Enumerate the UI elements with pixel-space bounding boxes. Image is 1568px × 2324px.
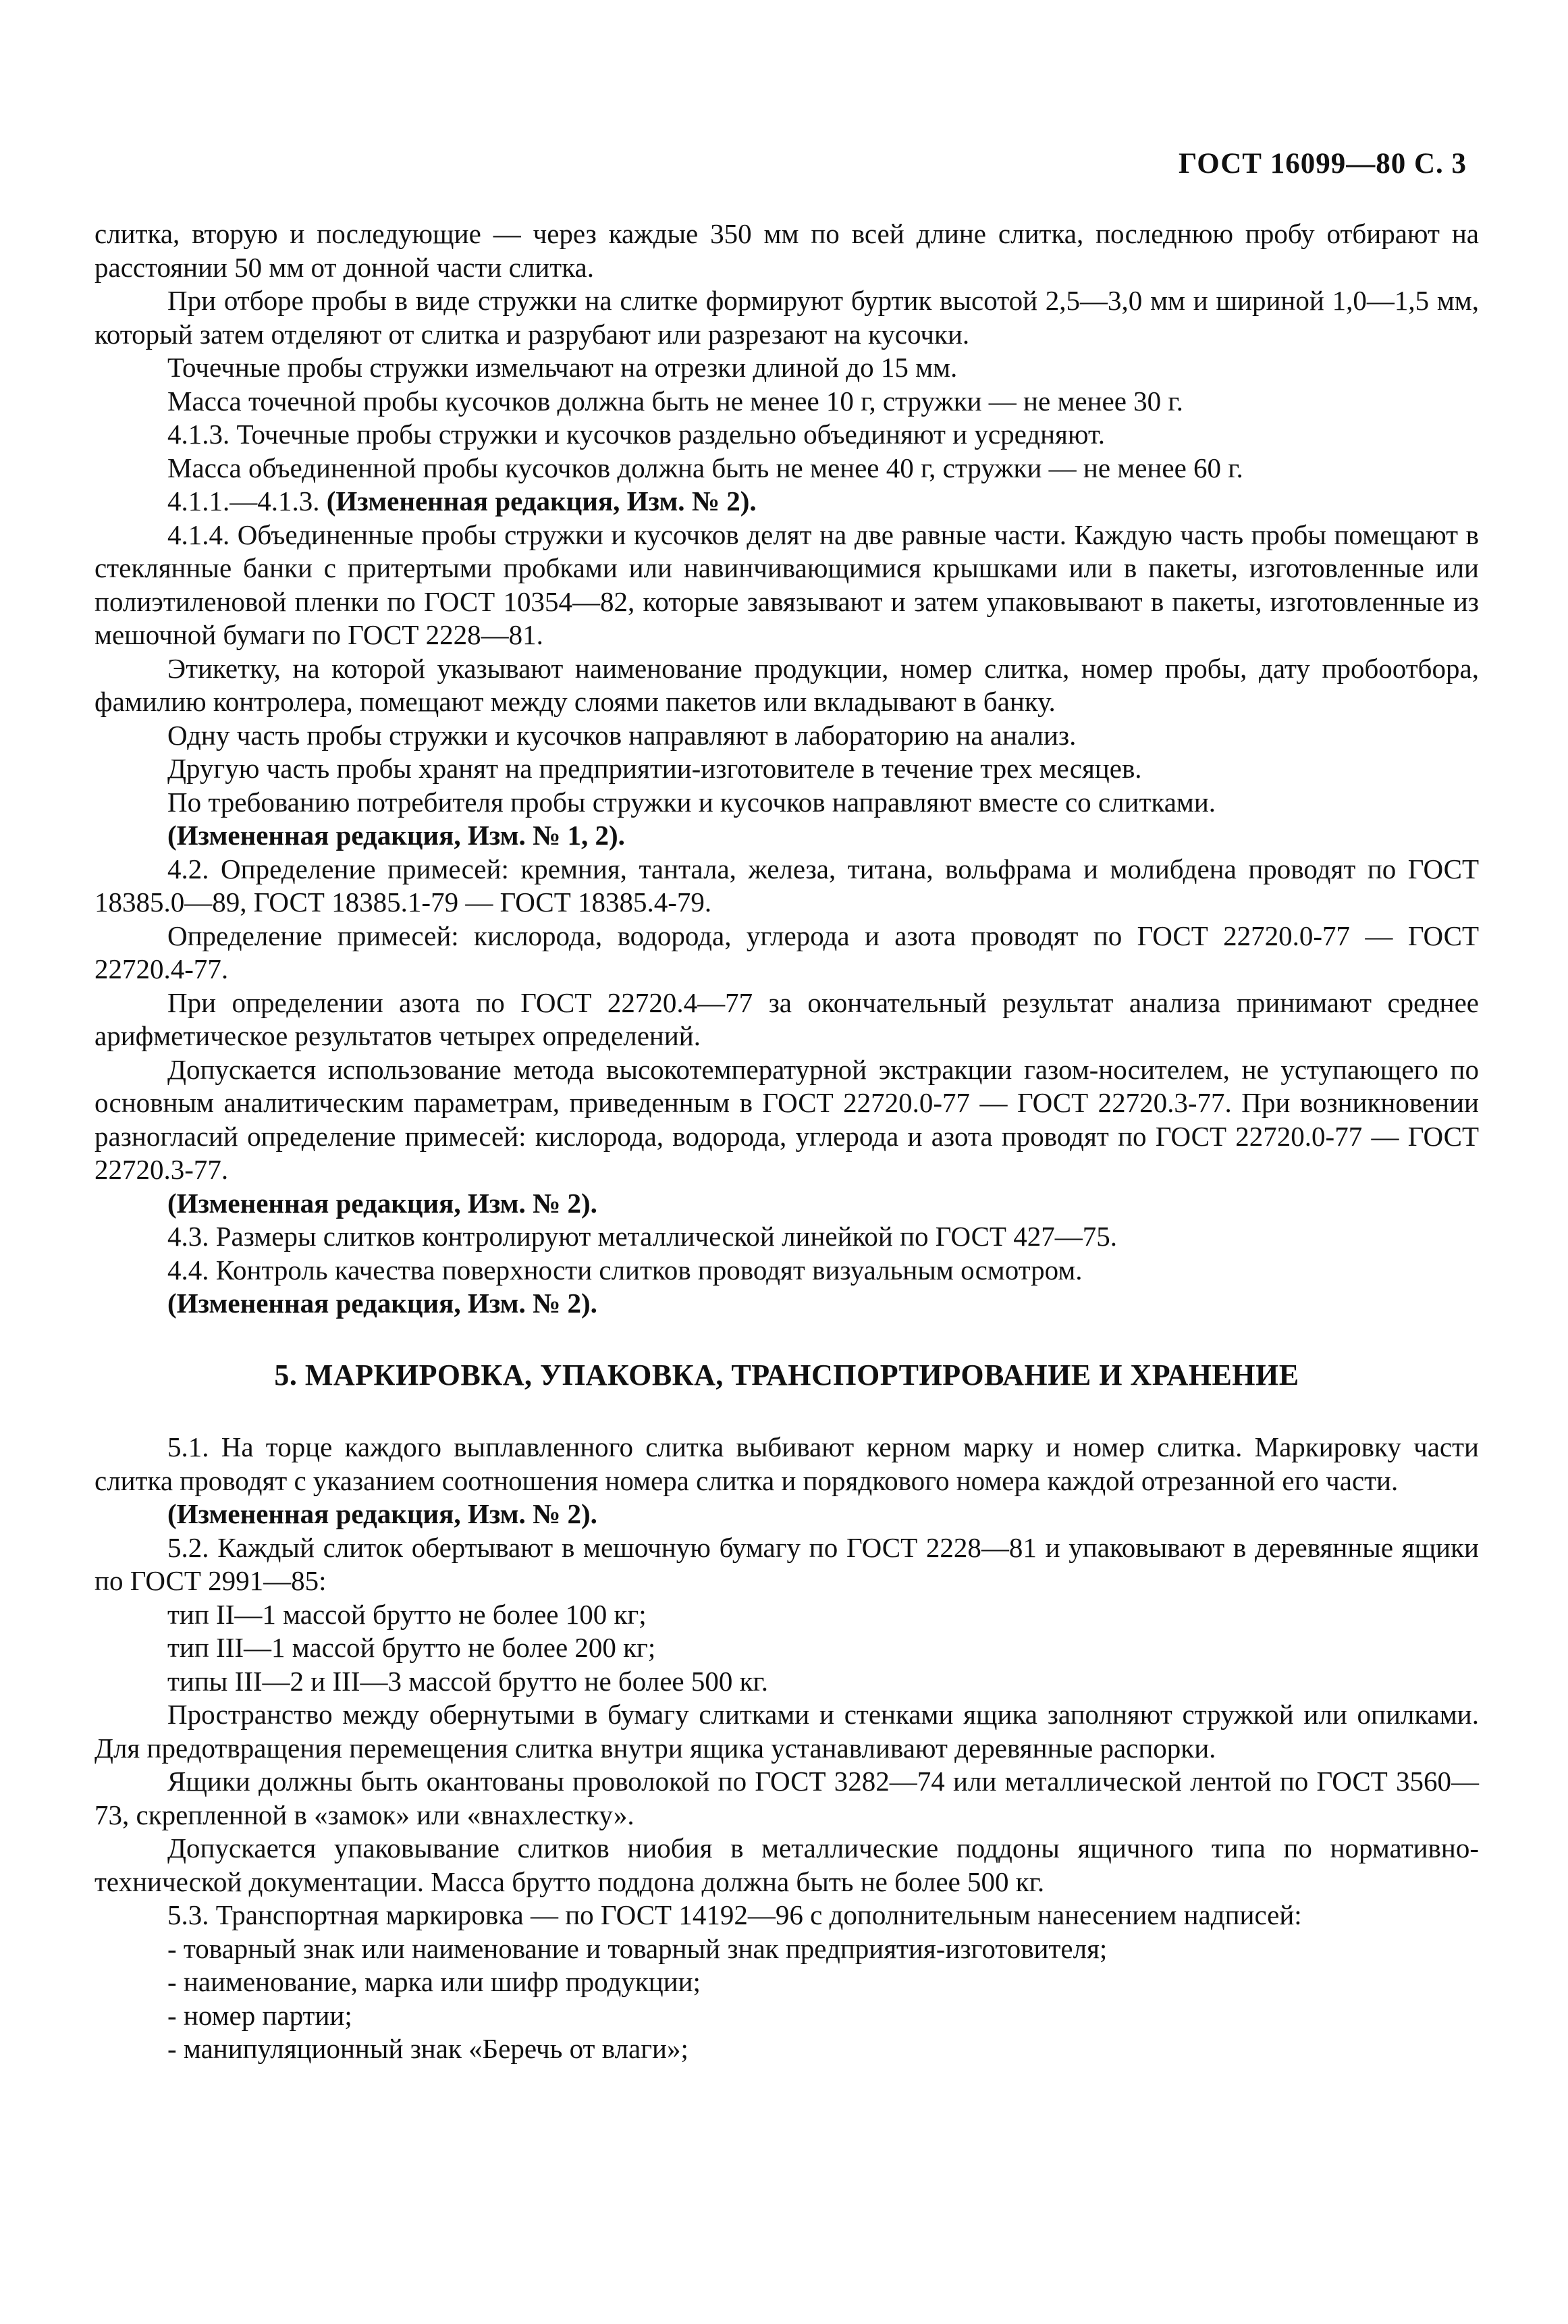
paragraph: Другую часть пробы хранят на предприятии-изготовителе в течение трех месяцев.: [167, 753, 1142, 784]
amendment-note: (Измененная редакция, Изм. № 1, 2).: [167, 820, 625, 851]
paragraph: 4.4. Контроль качества поверхности слитков проводят визуальным осмотром.: [167, 1254, 1083, 1286]
document-body: [94, 217, 1479, 2066]
paragraph: Определение примесей: кислорода, водорода, углерода и азота проводят по ГОСТ 22720.0-77 — ГОСТ 22720.4-77.: [94, 920, 1479, 984]
paragraph: Допускается использование метода высокотемпературной экстракции газом-носителем, не уступающего по основным аналитическим параметрам, приведенным в ГОСТ 22720.0-77 — ГОСТ 22720.3-77. При возникновении разногласий определение примесей: кислорода, водорода, углерода и азота проводят по ГОСТ 22720.0-77 — ГОСТ 22720.3-77.: [94, 1053, 1479, 1185]
list-item: - товарный знак или наименование и товарный знак предприятия-изготовителя;: [167, 1932, 1108, 1964]
paragraph: По требованию потребителя пробы стружки и кусочков направляют вместе со слитками.: [167, 786, 1216, 818]
list-item: типы III—2 и III—3 массой брутто не более 500 кг.: [167, 1665, 768, 1697]
paragraph: 4.1.3. Точечные пробы стружки и кусочков раздельно объединяют и усредняют.: [167, 419, 1106, 450]
paragraph: Одну часть пробы стружки и кусочков направляют в лабораторию на анализ.: [167, 719, 1077, 751]
amendment-note: (Измененная редакция, Изм. № 2).: [167, 1187, 597, 1219]
paragraph: 4.3. Размеры слитков контролируют металлической линейкой по ГОСТ 427—75.: [167, 1221, 1117, 1252]
paragraph: Этикетку, на которой указывают наименование продукции, номер слитка, номер пробы, дату пробоотбора, фамилию контролера, помещают между слоями пакетов или вкладывают в банку.: [94, 652, 1479, 717]
paragraph: Ящики должны быть окантованы проволокой по ГОСТ 3282—74 или металлической лентой по ГОСТ 3560—73, скрепленной в «замок» или «внахлестку».: [94, 1766, 1479, 1830]
paragraph: 4.2. Определение примесей: кремния, тантала, железа, титана, вольфрама и молибдена проводят по ГОСТ 18385.0—89, ГОСТ 18385.1-79 — ГОСТ 18385.4-79.: [94, 853, 1479, 918]
paragraph: При определении азота по ГОСТ 22720.4—77 за окончательный результат анализа принимают среднее арифметическое результатов четырех определений.: [94, 986, 1479, 1051]
amendment-paragraph: [94, 485, 1479, 519]
paragraph: слитка, вторую и последующие — через каждые 350 мм по всей длине слитка, последнюю пробу отбирают на расстоянии 50 мм от донной части слитка.: [94, 218, 1479, 283]
paragraph: 4.1.4. Объединенные пробы стружки и кусочков делят на две равные части. Каждую часть пробы помещают в стеклянные банки с притертыми пробками или навинчивающимися крышками или в пакеты, изготовленные или полиэтиленовой пленки по ГОСТ 10354—82, которые завязывают и затем упаковывают в пакеты, изготовленные из мешочной бумаги по ГОСТ 2228—81.: [94, 519, 1479, 650]
list-item: - манипуляционный знак «Беречь от влаги»;: [167, 2033, 688, 2064]
list-item: тип II—1 массой брутто не более 100 кг;: [167, 1598, 647, 1630]
paragraph: 5.3. Транспортная маркировка — по ГОСТ 14192—96 с дополнительным нанесением надписей:: [167, 1899, 1302, 1930]
paragraph: Пространство между обернутыми в бумагу слитками и стенками ящика заполняют стружкой или опилками. Для предотвращения перемещения слитка внутри ящика устанавливают деревянные распорки.: [94, 1699, 1479, 1764]
list-item: - наименование, марка или шифр продукции;: [167, 1966, 701, 1997]
paragraph: 5.1. На торце каждого выплавленного слитка выбивают керном марку и номер слитка. Маркировку части слитка проводят с указанием соотношения номера слитка и порядкового номера каждой отрезанной его части.: [94, 1431, 1479, 1496]
amendment-note: (Измененная редакция, Изм. № 2).: [326, 485, 757, 517]
paragraph: При отборе пробы в виде стружки на слитке формируют буртик высотой 2,5—3,0 мм и шириной 1,0—1,5 мм, который затем отделяют от слитка и разрубают или разрезают на кусочки.: [94, 285, 1479, 350]
amendment-note: (Измененная редакция, Изм. № 2).: [167, 1498, 597, 1529]
clause-range: 4.1.1.—4.1.3.: [167, 485, 327, 517]
amendment-note: (Измененная редакция, Изм. № 2).: [167, 1288, 597, 1319]
paragraph: Масса объединенной пробы кусочков должна быть не менее 40 г, стружки — не менее 60 г.: [167, 452, 1243, 483]
page-header: ГОСТ 16099—80 С. 3: [1178, 148, 1467, 180]
paragraph: 5.2. Каждый слиток обертывают в мешочную бумагу по ГОСТ 2228—81 и упаковывают в деревянные ящики по ГОСТ 2991—85:: [94, 1531, 1479, 1596]
paragraph: Масса точечной пробы кусочков должна быть не менее 10 г, стружки — не менее 30 г.: [167, 385, 1183, 417]
section-title: 5. МАРКИРОВКА, УПАКОВКА, ТРАНСПОРТИРОВАНИЕ И ХРАНЕНИЕ: [274, 1358, 1299, 1392]
list-item: тип III—1 массой брутто не более 200 кг;: [167, 1632, 656, 1663]
paragraph: Точечные пробы стружки измельчают на отрезки длиной до 15 мм.: [167, 352, 958, 383]
list-item: - номер партии;: [167, 1999, 352, 2031]
paragraph: Допускается упаковывание слитков ниобия в металлические поддоны ящичного типа по нормативно-технической документации. Масса брутто поддона должна быть не более 500 кг.: [94, 1832, 1479, 1897]
